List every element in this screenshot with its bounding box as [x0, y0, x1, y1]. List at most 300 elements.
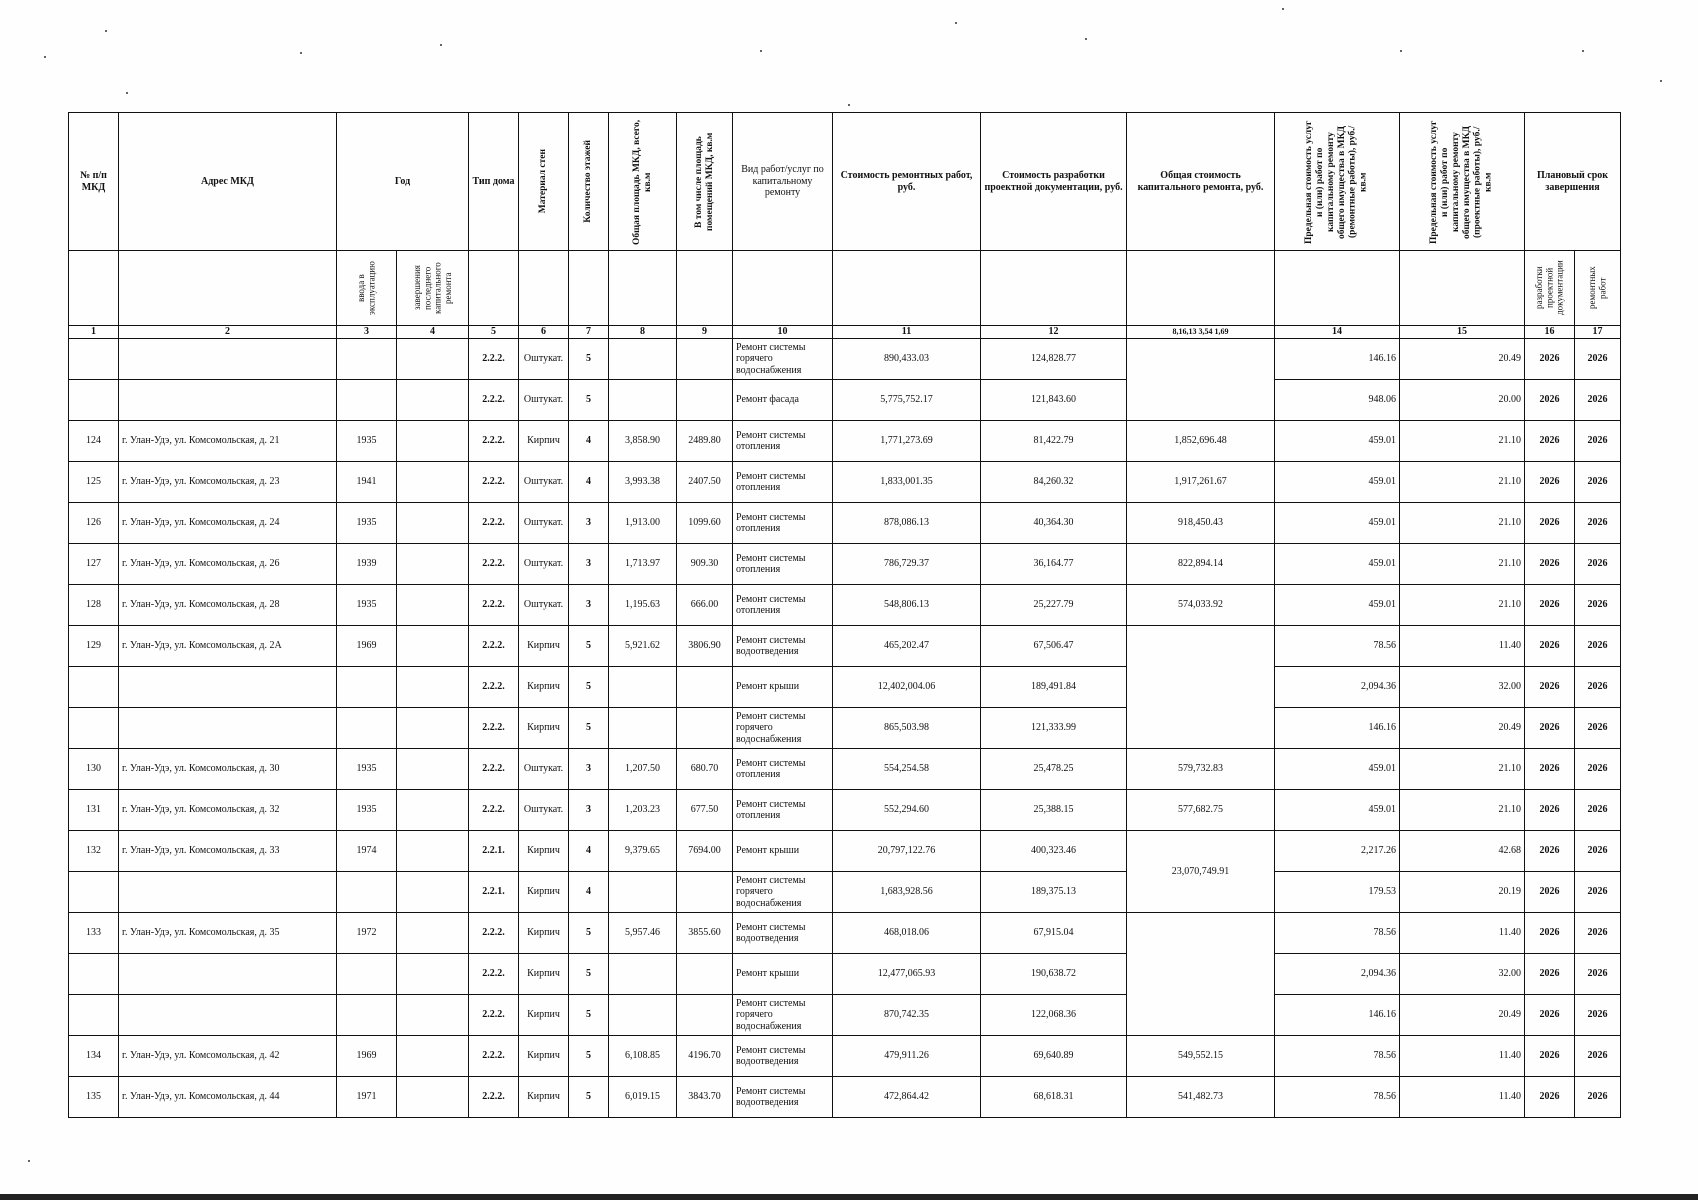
row-premises-area: [677, 995, 733, 1036]
row-year-commission: 1935: [337, 790, 397, 831]
header-limit-design: Предельная стоимость услуг и (или) работ по капитальному ремонту общего имущества в МКД (проектные работы), руб./кв.м: [1429, 119, 1494, 244]
row-year-last-repair: [397, 462, 469, 503]
row-address: [119, 995, 337, 1036]
header-blank: [1400, 251, 1525, 326]
row-number: [69, 954, 119, 995]
table-row: [69, 667, 1621, 708]
row-year-commission: 1935: [337, 749, 397, 790]
row-limit-repair: 459.01: [1275, 421, 1400, 462]
row-total-area: [609, 339, 677, 380]
row-total-cost: 579,732.83: [1127, 749, 1275, 790]
row-limit-repair: 146.16: [1275, 339, 1400, 380]
row-repair-cost: 12,402,004.06: [833, 667, 981, 708]
row-house-type: 2.2.2.: [469, 995, 519, 1036]
row-wall-material: Кирпич: [519, 667, 569, 708]
row-total-area: [609, 995, 677, 1036]
header-repair-cost: Стоимость ремонтных работ, руб.: [833, 113, 981, 251]
row-total-area: [609, 667, 677, 708]
table-body: [69, 339, 1621, 1118]
row-limit-repair: 2,217.26: [1275, 831, 1400, 872]
row-deadline-design: 2026: [1525, 708, 1575, 749]
row-total-area: 1,195.63: [609, 585, 677, 626]
row-limit-repair: 459.01: [1275, 790, 1400, 831]
row-design-cost: 189,375.13: [981, 872, 1127, 913]
row-limit-design: 21.10: [1400, 749, 1525, 790]
header-blank: [981, 251, 1127, 326]
column-number: 7: [569, 326, 609, 339]
row-limit-design: 21.10: [1400, 585, 1525, 626]
row-total-area: 5,957.46: [609, 913, 677, 954]
row-year-last-repair: [397, 544, 469, 585]
header-year: Год: [337, 113, 469, 251]
row-limit-repair: 146.16: [1275, 708, 1400, 749]
row-wall-material: Кирпич: [519, 421, 569, 462]
row-limit-design: 21.10: [1400, 421, 1525, 462]
row-deadline-design: 2026: [1525, 585, 1575, 626]
row-house-type: 2.2.1.: [469, 831, 519, 872]
row-design-cost: 81,422.79: [981, 421, 1127, 462]
row-total-area: [609, 380, 677, 421]
row-year-commission: 1969: [337, 626, 397, 667]
row-limit-design: 11.40: [1400, 626, 1525, 667]
header-premises-area-cell: [677, 113, 733, 251]
row-work-type: Ремонт системы горячего водоснабжения: [733, 339, 833, 380]
row-deadline-repair: 2026: [1575, 708, 1621, 749]
row-premises-area: 3855.60: [677, 913, 733, 954]
scan-speck: [300, 52, 302, 54]
row-number: [69, 667, 119, 708]
row-repair-cost: 468,018.06: [833, 913, 981, 954]
column-number: 3: [337, 326, 397, 339]
row-floors: 3: [569, 585, 609, 626]
row-year-commission: 1941: [337, 462, 397, 503]
table-row: [69, 913, 1621, 954]
row-address: г. Улан-Удэ, ул. Комсомольская, д. 42: [119, 1036, 337, 1077]
row-repair-cost: 1,833,001.35: [833, 462, 981, 503]
row-work-type: Ремонт системы горячего водоснабжения: [733, 708, 833, 749]
header-blank: [733, 251, 833, 326]
row-repair-cost: 1,683,928.56: [833, 872, 981, 913]
row-number: 127: [69, 544, 119, 585]
scan-speck: [44, 56, 46, 58]
row-wall-material: Кирпич: [519, 995, 569, 1036]
row-house-type: 2.2.2.: [469, 708, 519, 749]
row-repair-cost: 20,797,122.76: [833, 831, 981, 872]
row-wall-material: Оштукат.: [519, 544, 569, 585]
header-deadline-repair: ремонтных работ: [1587, 266, 1608, 310]
row-total-cost: [1127, 626, 1275, 749]
table-row: [69, 1077, 1621, 1118]
row-house-type: 2.2.2.: [469, 626, 519, 667]
row-premises-area: 7694.00: [677, 831, 733, 872]
row-work-type: Ремонт системы водоотведения: [733, 1036, 833, 1077]
row-limit-design: 32.00: [1400, 667, 1525, 708]
header-address: Адрес МКД: [119, 113, 337, 251]
row-wall-material: Кирпич: [519, 954, 569, 995]
row-address: г. Улан-Удэ, ул. Комсомольская, д. 23: [119, 462, 337, 503]
row-deadline-design: 2026: [1525, 872, 1575, 913]
header-total-area: Общая площадь МКД, всего, кв.м: [631, 118, 653, 245]
row-limit-design: 21.10: [1400, 462, 1525, 503]
row-house-type: 2.2.2.: [469, 954, 519, 995]
scan-speck: [848, 104, 850, 106]
row-limit-repair: 459.01: [1275, 503, 1400, 544]
row-limit-repair: 78.56: [1275, 626, 1400, 667]
row-wall-material: Кирпич: [519, 872, 569, 913]
table-row: [69, 1036, 1621, 1077]
column-number: 8: [609, 326, 677, 339]
row-repair-cost: 554,254.58: [833, 749, 981, 790]
row-deadline-design: 2026: [1525, 995, 1575, 1036]
column-number: 1: [69, 326, 119, 339]
row-year-last-repair: [397, 872, 469, 913]
table-row: [69, 339, 1621, 380]
row-deadline-repair: 2026: [1575, 544, 1621, 585]
header-wall-material: Материал стен: [538, 149, 549, 214]
row-house-type: 2.2.1.: [469, 872, 519, 913]
row-work-type: Ремонт системы отопления: [733, 503, 833, 544]
row-house-type: 2.2.2.: [469, 380, 519, 421]
row-total-cost: 577,682.75: [1127, 790, 1275, 831]
row-deadline-design: 2026: [1525, 339, 1575, 380]
row-wall-material: Кирпич: [519, 1077, 569, 1118]
row-work-type: Ремонт крыши: [733, 831, 833, 872]
row-deadline-design: 2026: [1525, 462, 1575, 503]
row-work-type: Ремонт системы отопления: [733, 790, 833, 831]
row-deadline-repair: 2026: [1575, 1077, 1621, 1118]
row-number: 135: [69, 1077, 119, 1118]
row-total-cost: 574,033.92: [1127, 585, 1275, 626]
row-limit-design: 11.40: [1400, 1077, 1525, 1118]
row-wall-material: Кирпич: [519, 708, 569, 749]
header-blank: [569, 251, 609, 326]
row-deadline-design: 2026: [1525, 749, 1575, 790]
row-work-type: Ремонт крыши: [733, 667, 833, 708]
row-deadline-repair: 2026: [1575, 831, 1621, 872]
row-year-commission: [337, 708, 397, 749]
header-blank: [519, 251, 569, 326]
table-row: [69, 790, 1621, 831]
header-limit-repair-cell: [1275, 113, 1400, 251]
table-row: [69, 462, 1621, 503]
column-number: 17: [1575, 326, 1621, 339]
row-total-area: [609, 708, 677, 749]
row-premises-area: 666.00: [677, 585, 733, 626]
row-address: г. Улан-Удэ, ул. Комсомольская, д. 35: [119, 913, 337, 954]
row-limit-design: 20.49: [1400, 995, 1525, 1036]
row-wall-material: Оштукат.: [519, 380, 569, 421]
row-premises-area: 677.50: [677, 790, 733, 831]
row-repair-cost: 548,806.13: [833, 585, 981, 626]
column-number: 15: [1400, 326, 1525, 339]
header-blank: [119, 251, 337, 326]
row-limit-design: 32.00: [1400, 954, 1525, 995]
row-floors: 3: [569, 790, 609, 831]
row-premises-area: 2489.80: [677, 421, 733, 462]
row-deadline-repair: 2026: [1575, 749, 1621, 790]
row-floors: 5: [569, 954, 609, 995]
row-year-last-repair: [397, 339, 469, 380]
row-deadline-repair: 2026: [1575, 339, 1621, 380]
row-address: [119, 954, 337, 995]
column-number: 9: [677, 326, 733, 339]
row-number: [69, 380, 119, 421]
row-design-cost: 67,506.47: [981, 626, 1127, 667]
row-year-commission: [337, 667, 397, 708]
column-number: 6: [519, 326, 569, 339]
row-deadline-repair: 2026: [1575, 872, 1621, 913]
row-repair-cost: 465,202.47: [833, 626, 981, 667]
row-year-commission: [337, 339, 397, 380]
row-repair-cost: 472,864.42: [833, 1077, 981, 1118]
row-floors: 3: [569, 749, 609, 790]
row-deadline-design: 2026: [1525, 954, 1575, 995]
row-year-last-repair: [397, 503, 469, 544]
row-design-cost: 121,843.60: [981, 380, 1127, 421]
header-floors-cell: [569, 113, 609, 251]
row-house-type: 2.2.2.: [469, 1077, 519, 1118]
row-design-cost: 69,640.89: [981, 1036, 1127, 1077]
row-repair-cost: 865,503.98: [833, 708, 981, 749]
row-design-cost: 36,164.77: [981, 544, 1127, 585]
row-deadline-design: 2026: [1525, 503, 1575, 544]
header-total-cost: Общая стоимость капитального ремонта, руб.: [1127, 113, 1275, 251]
header-work-type: Вид работ/услуг по капитальному ремонту: [733, 113, 833, 251]
row-repair-cost: 786,729.37: [833, 544, 981, 585]
row-year-last-repair: [397, 667, 469, 708]
row-work-type: Ремонт системы отопления: [733, 544, 833, 585]
header-blank: [677, 251, 733, 326]
row-year-commission: 1974: [337, 831, 397, 872]
scan-edge-bar: [0, 1194, 1698, 1200]
row-year-last-repair: [397, 954, 469, 995]
row-floors: 5: [569, 1077, 609, 1118]
row-premises-area: 3806.90: [677, 626, 733, 667]
row-wall-material: Оштукат.: [519, 790, 569, 831]
table-row: [69, 749, 1621, 790]
row-work-type: Ремонт системы горячего водоснабжения: [733, 872, 833, 913]
row-number: 130: [69, 749, 119, 790]
row-number: [69, 872, 119, 913]
row-limit-repair: 459.01: [1275, 462, 1400, 503]
row-year-commission: 1971: [337, 1077, 397, 1118]
row-house-type: 2.2.2.: [469, 503, 519, 544]
row-deadline-repair: 2026: [1575, 954, 1621, 995]
row-limit-repair: 179.53: [1275, 872, 1400, 913]
header-blank: [1127, 251, 1275, 326]
row-number: 125: [69, 462, 119, 503]
row-premises-area: 680.70: [677, 749, 733, 790]
row-total-cost: [1127, 339, 1275, 421]
scan-speck: [1085, 38, 1087, 40]
scan-speck: [28, 1160, 30, 1162]
row-deadline-repair: 2026: [1575, 626, 1621, 667]
table-row: [69, 421, 1621, 462]
table-row: [69, 503, 1621, 544]
row-year-commission: [337, 872, 397, 913]
table-row: [69, 544, 1621, 585]
row-deadline-repair: 2026: [1575, 667, 1621, 708]
row-year-commission: [337, 995, 397, 1036]
row-address: г. Улан-Удэ, ул. Комсомольская, д. 30: [119, 749, 337, 790]
row-house-type: 2.2.2.: [469, 749, 519, 790]
scan-speck: [760, 50, 762, 52]
row-deadline-repair: 2026: [1575, 790, 1621, 831]
scan-speck: [105, 30, 107, 32]
row-repair-cost: 552,294.60: [833, 790, 981, 831]
row-limit-design: 11.40: [1400, 913, 1525, 954]
row-design-cost: 25,227.79: [981, 585, 1127, 626]
row-repair-cost: 5,775,752.17: [833, 380, 981, 421]
row-floors: 4: [569, 421, 609, 462]
row-number: [69, 708, 119, 749]
row-deadline-design: 2026: [1525, 790, 1575, 831]
row-floors: 4: [569, 462, 609, 503]
row-deadline-design: 2026: [1525, 1036, 1575, 1077]
row-limit-repair: 2,094.36: [1275, 954, 1400, 995]
row-limit-design: 20.19: [1400, 872, 1525, 913]
row-address: [119, 872, 337, 913]
row-work-type: Ремонт системы отопления: [733, 585, 833, 626]
column-number: 14: [1275, 326, 1400, 339]
row-repair-cost: 878,086.13: [833, 503, 981, 544]
row-wall-material: Оштукат.: [519, 503, 569, 544]
header-deadline-repair-cell: [1575, 251, 1621, 326]
row-repair-cost: 12,477,065.93: [833, 954, 981, 995]
row-number: 133: [69, 913, 119, 954]
row-wall-material: Оштукат.: [519, 462, 569, 503]
row-year-last-repair: [397, 708, 469, 749]
row-limit-repair: 459.01: [1275, 544, 1400, 585]
row-wall-material: Оштукат.: [519, 339, 569, 380]
column-number: 2: [119, 326, 337, 339]
row-design-cost: 40,364.30: [981, 503, 1127, 544]
row-total-cost: 549,552.15: [1127, 1036, 1275, 1077]
table-row: [69, 954, 1621, 995]
row-number: 131: [69, 790, 119, 831]
row-year-last-repair: [397, 749, 469, 790]
row-work-type: Ремонт фасада: [733, 380, 833, 421]
row-design-cost: 190,638.72: [981, 954, 1127, 995]
row-work-type: Ремонт крыши: [733, 954, 833, 995]
row-premises-area: [677, 954, 733, 995]
row-limit-repair: 459.01: [1275, 585, 1400, 626]
row-house-type: 2.2.2.: [469, 913, 519, 954]
scan-speck: [1660, 80, 1662, 82]
row-total-cost: 23,070,749.91: [1127, 831, 1275, 913]
row-total-area: 5,921.62: [609, 626, 677, 667]
row-total-cost: [1127, 913, 1275, 1036]
row-repair-cost: 870,742.35: [833, 995, 981, 1036]
column-number: 4: [397, 326, 469, 339]
row-deadline-repair: 2026: [1575, 380, 1621, 421]
row-premises-area: 2407.50: [677, 462, 733, 503]
row-total-area: [609, 954, 677, 995]
row-year-commission: 1935: [337, 585, 397, 626]
table-row: [69, 380, 1621, 421]
row-limit-design: 21.10: [1400, 544, 1525, 585]
row-total-area: 3,993.38: [609, 462, 677, 503]
row-limit-repair: 78.56: [1275, 1036, 1400, 1077]
row-work-type: Ремонт системы водоотведения: [733, 913, 833, 954]
header-blank: [609, 251, 677, 326]
column-number: 11: [833, 326, 981, 339]
row-deadline-design: 2026: [1525, 544, 1575, 585]
row-number: 124: [69, 421, 119, 462]
row-total-area: 1,913.00: [609, 503, 677, 544]
row-deadline-repair: 2026: [1575, 995, 1621, 1036]
row-wall-material: Кирпич: [519, 831, 569, 872]
row-year-commission: [337, 380, 397, 421]
scan-speck: [1582, 50, 1584, 52]
header-year-commission-cell: [337, 251, 397, 326]
row-limit-repair: 948.06: [1275, 380, 1400, 421]
header-blank: [833, 251, 981, 326]
row-year-last-repair: [397, 1036, 469, 1077]
row-floors: 4: [569, 831, 609, 872]
row-premises-area: [677, 872, 733, 913]
row-limit-repair: 78.56: [1275, 913, 1400, 954]
row-total-area: 1,207.50: [609, 749, 677, 790]
row-work-type: Ремонт системы водоотведения: [733, 1077, 833, 1118]
row-deadline-repair: 2026: [1575, 1036, 1621, 1077]
row-year-last-repair: [397, 913, 469, 954]
row-premises-area: [677, 667, 733, 708]
header-wall-material-cell: [519, 113, 569, 251]
row-floors: 5: [569, 1036, 609, 1077]
row-total-cost: 541,482.73: [1127, 1077, 1275, 1118]
row-deadline-design: 2026: [1525, 1077, 1575, 1118]
row-year-last-repair: [397, 1077, 469, 1118]
row-house-type: 2.2.2.: [469, 1036, 519, 1077]
row-floors: 5: [569, 380, 609, 421]
row-design-cost: 124,828.77: [981, 339, 1127, 380]
row-design-cost: 68,618.31: [981, 1077, 1127, 1118]
scan-speck: [126, 92, 128, 94]
row-limit-repair: 78.56: [1275, 1077, 1400, 1118]
column-number: 12: [981, 326, 1127, 339]
row-address: г. Улан-Удэ, ул. Комсомольская, д. 28: [119, 585, 337, 626]
row-total-cost: 822,894.14: [1127, 544, 1275, 585]
row-address: г. Улан-Удэ, ул. Комсомольская, д. 32: [119, 790, 337, 831]
column-number-row: [69, 326, 1621, 339]
row-wall-material: Кирпич: [519, 913, 569, 954]
table-row: [69, 585, 1621, 626]
row-premises-area: 3843.70: [677, 1077, 733, 1118]
row-floors: 4: [569, 872, 609, 913]
row-repair-cost: 890,433.03: [833, 339, 981, 380]
row-year-commission: 1935: [337, 421, 397, 462]
row-wall-material: Оштукат.: [519, 585, 569, 626]
row-address: [119, 339, 337, 380]
header-year-last-repair: завершения последнего капитального ремонта: [411, 262, 453, 314]
row-design-cost: 189,491.84: [981, 667, 1127, 708]
row-year-commission: 1939: [337, 544, 397, 585]
column-number: 10: [733, 326, 833, 339]
row-wall-material: Кирпич: [519, 626, 569, 667]
row-total-area: 9,379.65: [609, 831, 677, 872]
row-number: 128: [69, 585, 119, 626]
header-blank: [69, 251, 119, 326]
row-work-type: Ремонт системы отопления: [733, 462, 833, 503]
row-work-type: Ремонт системы отопления: [733, 749, 833, 790]
table-row: [69, 831, 1621, 872]
table-row: [69, 626, 1621, 667]
row-limit-repair: 459.01: [1275, 749, 1400, 790]
row-year-last-repair: [397, 790, 469, 831]
row-floors: 3: [569, 544, 609, 585]
row-number: [69, 995, 119, 1036]
